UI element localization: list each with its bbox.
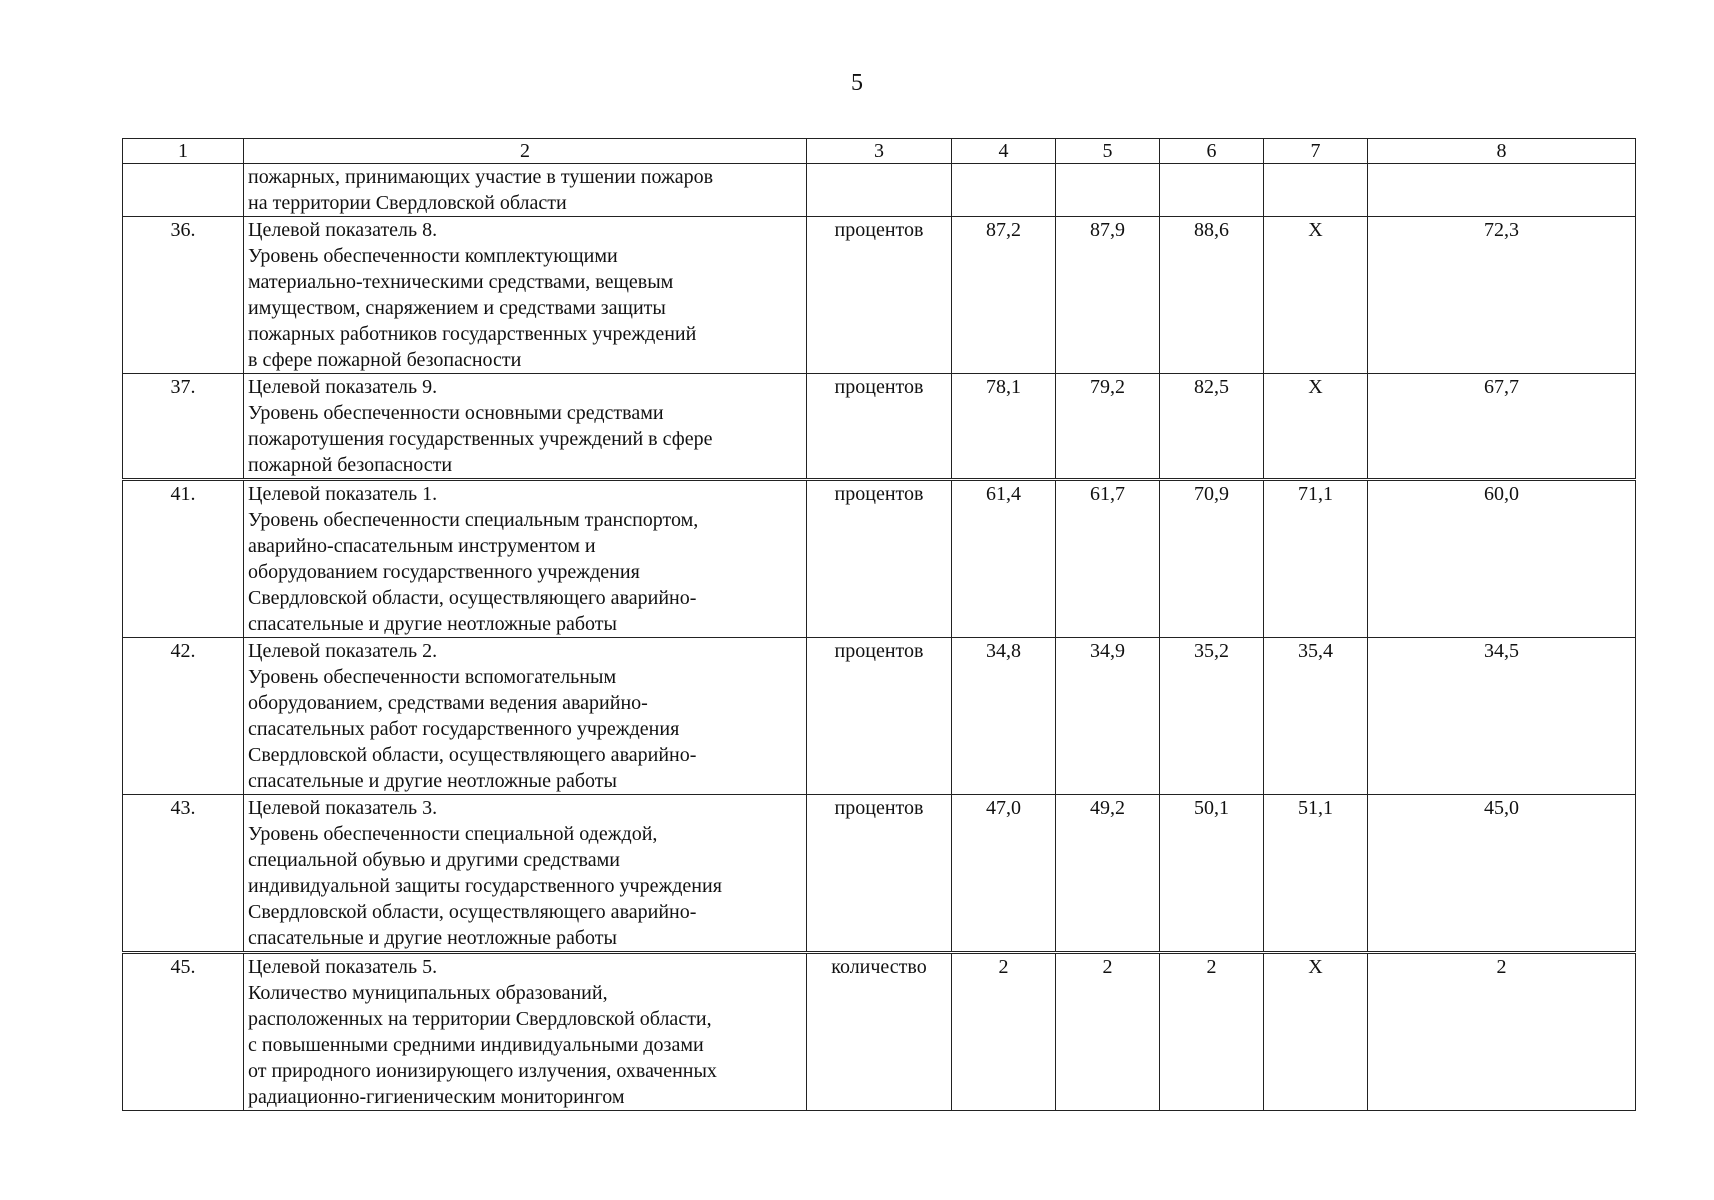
header-cell-3: 3	[807, 139, 952, 164]
value-cell-col5	[1056, 164, 1160, 217]
header-cell-8: 8	[1368, 139, 1636, 164]
unit-cell: процентов	[807, 795, 952, 953]
description-line: Уровень обеспеченности специальным транспортом,	[248, 509, 699, 531]
indicator-description-cell	[244, 638, 807, 795]
value-cell-col5: 79,2	[1056, 374, 1160, 480]
header-cell-6: 6	[1160, 139, 1264, 164]
table-row	[123, 795, 1636, 953]
table-row	[123, 480, 1636, 638]
value-cell-col4: 78,1	[952, 374, 1056, 480]
indicator-description-cell	[244, 164, 807, 217]
unit-cell: процентов	[807, 638, 952, 795]
value-cell-col4: 34,8	[952, 638, 1056, 795]
value-cell-col6: 82,5	[1160, 374, 1264, 480]
row-number-cell	[123, 164, 244, 217]
value-cell-col7: Х	[1264, 217, 1368, 374]
description-line: Уровень обеспеченности вспомогательным	[248, 666, 617, 688]
description-line: спасательные и другие неотложные работы	[248, 770, 617, 792]
unit-cell: процентов	[807, 217, 952, 374]
value-cell-col8: 2	[1368, 953, 1636, 1111]
description-line: Уровень обеспеченности основными средствами	[248, 402, 664, 424]
value-cell-col7: 71,1	[1264, 480, 1368, 638]
description-line: пожарной безопасности	[248, 454, 453, 476]
value-cell-col6: 2	[1160, 953, 1264, 1111]
description-line: Целевой показатель 8.	[248, 219, 438, 241]
description-line: спасательные и другие неотложные работы	[248, 613, 617, 635]
value-cell-col6: 70,9	[1160, 480, 1264, 638]
value-cell-col6: 35,2	[1160, 638, 1264, 795]
unit-cell: процентов	[807, 480, 952, 638]
description-line: Количество муниципальных образований,	[248, 982, 608, 1004]
description-line: Уровень обеспеченности специальной одеждой,	[248, 823, 658, 845]
value-cell-col5: 61,7	[1056, 480, 1160, 638]
row-number-cell: 36.	[123, 217, 244, 374]
description-line: Целевой показатель 9.	[248, 376, 438, 398]
value-cell-col6	[1160, 164, 1264, 217]
description-line: Уровень обеспеченности комплектующими	[248, 245, 618, 267]
header-cell-1: 1	[123, 139, 244, 164]
value-cell-col7: 51,1	[1264, 795, 1368, 953]
indicator-description-cell	[244, 217, 807, 374]
description-line: радиационно-гигиеническим мониторингом	[248, 1086, 625, 1108]
description-line: индивидуальной защиты государственного учреждения	[248, 875, 722, 897]
table-row	[123, 953, 1636, 1111]
value-cell-col4	[952, 164, 1056, 217]
description-line: пожаротушения государственных учреждений в сфере	[248, 428, 713, 450]
description-line: расположенных на территории Свердловской области,	[248, 1008, 712, 1030]
header-cell-2: 2	[244, 139, 807, 164]
description-line: оборудованием государственного учреждения	[248, 561, 640, 583]
description-line: спасательных работ государственного учреждения	[248, 718, 680, 740]
header-cell-4: 4	[952, 139, 1056, 164]
row-number-cell: 45.	[123, 953, 244, 1111]
header-cell-7: 7	[1264, 139, 1368, 164]
value-cell-col6: 50,1	[1160, 795, 1264, 953]
indicator-description-cell	[244, 795, 807, 953]
value-cell-col8: 45,0	[1368, 795, 1636, 953]
value-cell-col4: 87,2	[952, 217, 1056, 374]
value-cell-col7: 35,4	[1264, 638, 1368, 795]
unit-cell: процентов	[807, 374, 952, 480]
description-line: специальной обувью и другими средствами	[248, 849, 620, 871]
description-line: Целевой показатель 5.	[248, 956, 438, 978]
value-cell-col8: 34,5	[1368, 638, 1636, 795]
value-cell-col8: 72,3	[1368, 217, 1636, 374]
row-number-cell: 42.	[123, 638, 244, 795]
description-line: Свердловской области, осуществляющего аварийно-	[248, 744, 697, 766]
row-number-cell: 41.	[123, 480, 244, 638]
table-row	[123, 164, 1636, 217]
description-line: оборудованием, средствами ведения аварийно-	[248, 692, 648, 714]
description-line: от природного ионизирующего излучения, охваченных	[248, 1060, 717, 1082]
unit-cell	[807, 164, 952, 217]
table-row	[123, 638, 1636, 795]
description-line: спасательные и другие неотложные работы	[248, 927, 617, 949]
value-cell-col8: 67,7	[1368, 374, 1636, 480]
description-line: с повышенными средними индивидуальными дозами	[248, 1034, 704, 1056]
value-cell-col5: 2	[1056, 953, 1160, 1111]
unit-cell: количество	[807, 953, 952, 1111]
indicator-description-cell	[244, 953, 807, 1111]
value-cell-col6: 88,6	[1160, 217, 1264, 374]
page-number: 5	[851, 70, 863, 96]
description-line: Целевой показатель 3.	[248, 797, 438, 819]
description-line: Свердловской области, осуществляющего аварийно-	[248, 901, 697, 923]
header-cell-5: 5	[1056, 139, 1160, 164]
value-cell-col7	[1264, 164, 1368, 217]
description-line: Целевой показатель 2.	[248, 640, 438, 662]
description-line: имуществом, снаряжением и средствами защиты	[248, 297, 666, 319]
value-cell-col7: Х	[1264, 953, 1368, 1111]
value-cell-col8: 60,0	[1368, 480, 1636, 638]
row-number-cell: 43.	[123, 795, 244, 953]
table-header-row	[123, 139, 1636, 164]
description-line: Свердловской области, осуществляющего аварийно-	[248, 587, 697, 609]
value-cell-col7: Х	[1264, 374, 1368, 480]
description-line: пожарных работников государственных учреждений	[248, 323, 697, 345]
value-cell-col4: 61,4	[952, 480, 1056, 638]
value-cell-col5: 49,2	[1056, 795, 1160, 953]
description-line: Целевой показатель 1.	[248, 483, 438, 505]
table-row	[123, 374, 1636, 480]
value-cell-col5: 34,9	[1056, 638, 1160, 795]
value-cell-col4: 2	[952, 953, 1056, 1111]
indicator-description-cell	[244, 374, 807, 480]
value-cell-col4: 47,0	[952, 795, 1056, 953]
description-line: материально-техническими средствами, вещевым	[248, 271, 674, 293]
description-line: аварийно-спасательным инструментом и	[248, 535, 596, 557]
description-line: в сфере пожарной безопасности	[248, 349, 522, 371]
table-row	[123, 217, 1636, 374]
value-cell-col8	[1368, 164, 1636, 217]
value-cell-col5: 87,9	[1056, 217, 1160, 374]
indicator-description-cell	[244, 480, 807, 638]
row-number-cell: 37.	[123, 374, 244, 480]
description-line: на территории Свердловской области	[248, 192, 567, 214]
indicators-table	[122, 138, 1636, 1111]
description-line: пожарных, принимающих участие в тушении пожаров	[248, 166, 714, 188]
